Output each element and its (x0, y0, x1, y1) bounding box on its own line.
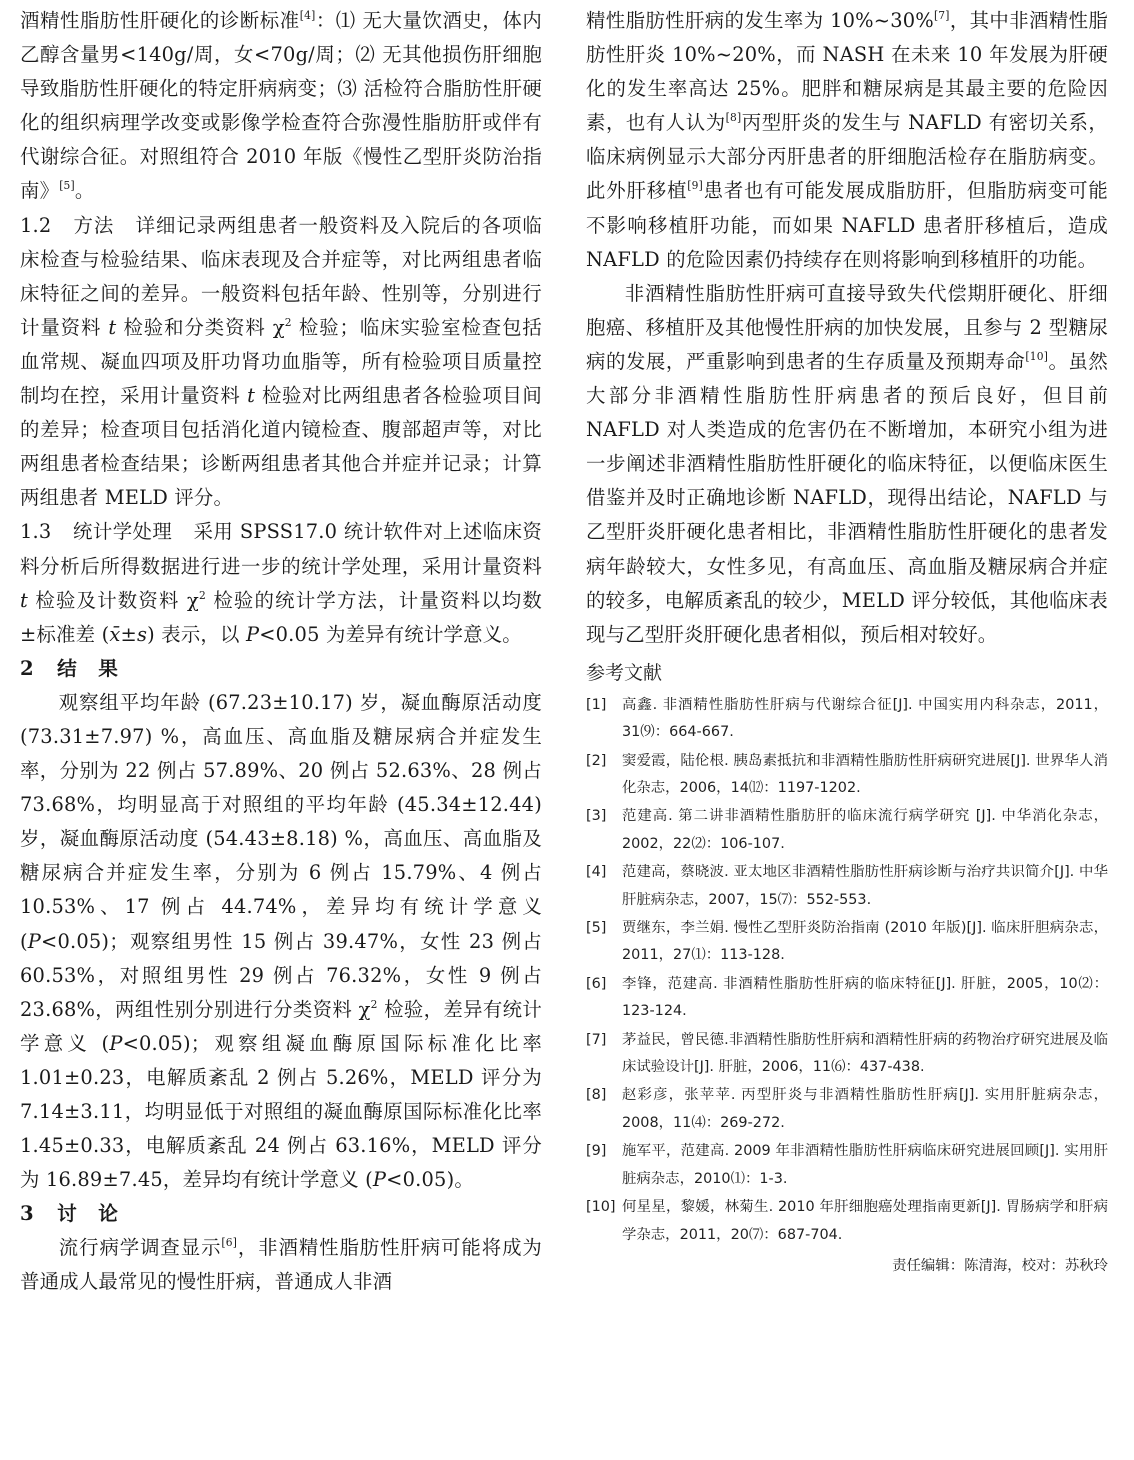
results-heading: 2 结果 (20, 656, 140, 680)
discussion-continued-paragraph: 精性脂肪性肝病的发生率为 10%~30%[7]，其中非酒精性脂肪性肝炎 10%~20%，而 NASH 在未来 10 年发展为肝硬化的发生率高达 25%。肥胖和糖尿病是其最主要的危险因素，也有人认为[8]丙型肝炎的发生与 NAFLD 有密切关系，临床病例显示大部分丙肝患者的肝细胞活检存在脂肪病变。此外肝移植[9]患者也有可能发展成脂肪肝，但脂肪病变可能不影响移植肝功能，而如果 NAFLD 患者肝移植后，造成 NAFLD 的危险因素仍持续存在则将影响到移植肝的功能。 (586, 9, 1109, 271)
discussion-paragraph: 流行病学调查显示[6]，非酒精性脂肪性肝病可能将成为普通成人最常见的慢性肝病，普通成人非酒 (20, 1236, 542, 1294)
reference-item: [5] 贾继东，李兰娟. 慢性乙型肝炎防治指南 (2010 年版)[J]. 临床肝胆病杂志，2011，27⑴：113-128. (586, 920, 1108, 964)
section-title: 统计学处理 (72, 520, 173, 544)
reference-item: [10] 何星星，黎媛，林菊生. 2010 年肝细胞癌处理指南更新[J]. 胃肠病学和肝病学杂志，2011，20⑺：687-704. (586, 1199, 1108, 1243)
section-number: 1.3 (20, 520, 52, 544)
reference-list (586, 692, 1108, 1249)
reference-item: [7] 茅益民，曾民德.非酒精性脂肪性肝病和酒精性肝病的药物治疗研究进展及临床试验设计[J]. 肝脏，2006，11⑹：437-438. (586, 1031, 1108, 1076)
right-column (586, 4, 1108, 1279)
section-title: 方法 (72, 213, 115, 237)
conclusion-paragraph: 非酒精性脂肪性肝病可直接导致失代偿期肝硬化、肝细胞癌、移植肝及其他慢性肝病的加快发展，且参与 2 型糖尿病的发展，严重影响到患者的生存质量及预期寿命[10]。虽然大部分非酒精性脂肪性肝病患者的预后良好，但目前 NAFLD 对人类造成的危害仍在不断增加，本研究小组为进一步阐述非酒精性脂肪性肝硬化的临床特征，以便临床医生借鉴并及时正确地诊断 NAFLD，现得出结论，NAFLD 与乙型肝炎肝硬化患者相比，非酒精性脂肪性肝硬化的患者发病年龄较大，女性多见，有高血压、高血脂及糖尿病合并症的较多，电解质紊乱的较少，MELD 评分较低，其他临床表现与乙型肝炎肝硬化患者相似，预后相对较好。 (586, 281, 1108, 646)
reference-item: [3] 范建高. 第二讲非酒精性脂肪肝的临床流行病学研究 [J]. 中华消化杂志，2002，22⑵：106-107. (586, 808, 1108, 852)
reference-item: [8] 赵彩彦，张苹苹. 丙型肝炎与非酒精性脂肪性肝病[J]. 实用肝脏病杂志，2008，11⑷：269-272. (586, 1087, 1108, 1131)
reference-item: [4] 范建高，蔡晓波. 亚太地区非酒精性脂肪性肝病诊断与治疗共识简介[J]. 中华肝脏病杂志，2007，15⑺：552-553. (586, 864, 1108, 908)
reference-item: [1] 高鑫. 非酒精性脂肪性肝病与代谢综合征[J]. 中国实用内科杂志，2011，31⑼：664-667. (586, 696, 1108, 741)
statistics-paragraph: 1.3 统计学处理 采用 SPSS17.0 统计软件对上述临床资料分析后所得数据进行进一步的统计学处理，采用计量资料 t 检验及计数资料 $\chi^2$ 检验的统计学方法，计量资料以均数±标准差 (x̄±s) 表示，以 P<0.05 为差异有统计学意义。 (20, 520, 542, 646)
results-paragraph: 观察组平均年龄 (67.23±10.17) 岁，凝血酶原活动度 (73.31±7.97) %，高血压、高血脂及糖尿病合并症发生率，分别为 22 例占 57.89%、20 例占 52.63%、28 例占 73.68%，均明显高于对照组的平均年龄 (45.34±12.44) 岁，凝血酶原活动度 (54.43±8.18) %，高血压、高血脂及糖尿病合并症发生率，分别为 6 例占 15.79%、4 例占 10.53%、17 例占 44.74%，差异均有统计学意义 (P<0.05)；观察组男性 15 例占 39.47%，女性 23 例占 60.53%，对照组男性 29 例占 76.32%，女性 9 例占 23.68%，两组性别分别进行分类资料 $\chi^2$ 检验，差异有统计学意义 (P<0.05)；观察组凝血酶原国际标准化比率 1.01±0.23，电解质紊乱 2 例占 5.26%，MELD 评分为 7.14±3.11，均明显低于对照组的凝血酶原国际标准化比率 1.45±0.33，电解质紊乱 24 例占 63.16%，MELD 评分为 16.89±7.45，差异均有统计学意义 (P<0.05)。 (20, 690, 543, 1192)
diagnostic-criteria-paragraph: 酒精性脂肪性肝硬化的诊断标准[4]：⑴ 无大量饮酒史，体内乙醇含量男<140g/周，女<70g/周；⑵ 无其他损伤肝细胞导致脂肪性肝硬化的特定肝病病变；⑶ 活检符合脂肪性肝硬化的组织病理学改变或影像学检查符合弥漫性脂肪肝或伴有代谢综合征。对照组符合 2010 年版《慢性乙型肝炎防治指南》[5]。 (20, 9, 542, 203)
left-column (20, 4, 542, 1300)
methods-paragraph: 1.2 方法 详细记录两组患者一般资料及入院后的各项临床检查与检验结果、临床表现及合并症等，对比两组患者临床特征之间的差异。一般资料包括年龄、性别等，分别进行计量资料 t 检验和分类资料 $\chi^2$ 检验；临床实验室检查包括血常规、凝血四项及肝功肾功血脂等，所有检验项目质量控制均在控，采用计量资料 t 检验对比两组患者各检验项目间的差异；检查项目包括消化道内镜检查、腹部超声等，对比两组患者检查结果；诊断两组患者其他合并症并记录；计算两组患者 MELD 评分。 (20, 213, 543, 510)
references-heading: 参考文献 (586, 661, 663, 684)
reference-item: [2] 窦爱霞，陆伦根. 胰岛素抵抗和非酒精性脂肪性肝病研究进展[J]. 世界华人消化杂志，2006，14⑿：1197-1202. (586, 752, 1108, 796)
editor-credit: 责任编辑：陈清海，校对：苏秋玲 (892, 1257, 1108, 1274)
section-number: 1.2 (20, 213, 52, 237)
reference-item: [6] 李锋，范建高. 非酒精性脂肪性肝病的临床特征[J]. 肝脏，2005，10⑵：123-124. (586, 975, 1108, 1020)
reference-item: [9] 施军平，范建高. 2009 年非酒精性脂肪性肝病临床研究进展回顾[J]. 实用肝脏病杂志，2010⑴：1-3. (586, 1143, 1108, 1187)
discussion-heading: 3 讨论 (20, 1202, 140, 1226)
